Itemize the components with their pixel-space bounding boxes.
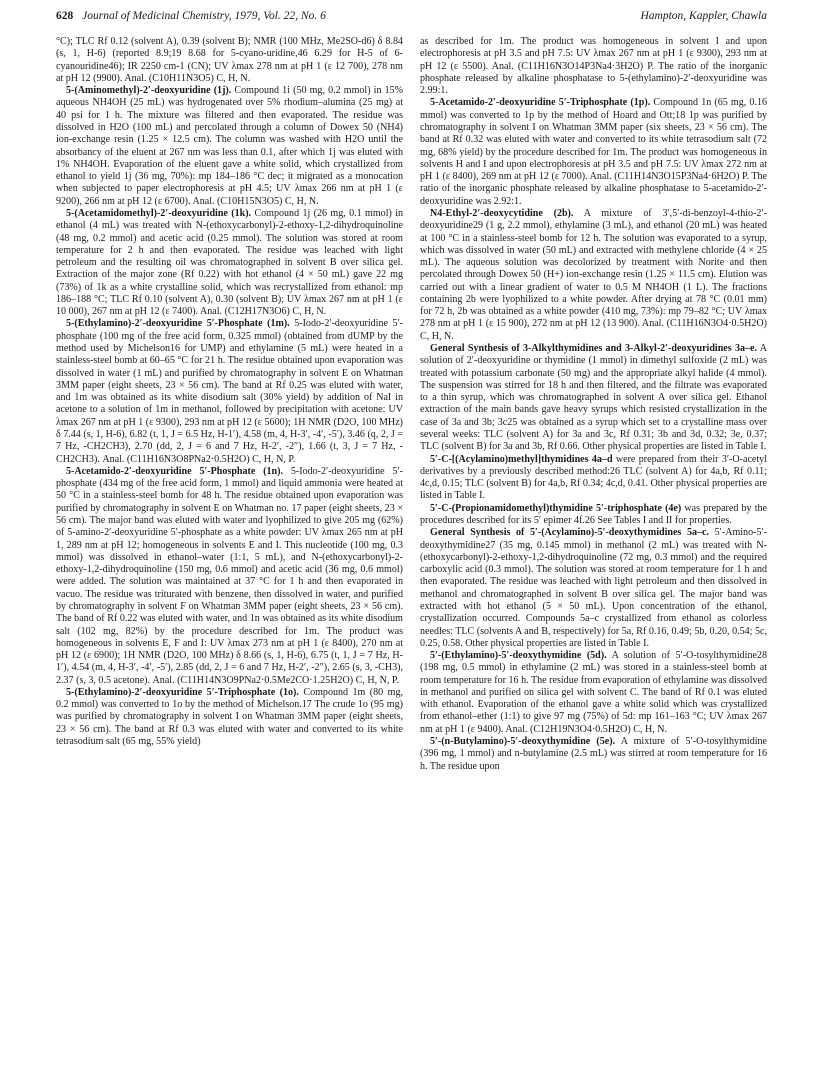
paragraph <box>56 318 403 465</box>
paragraph <box>420 343 767 454</box>
paragraph-text: Compound 1j (26 mg, 0.1 mmol) in ethanol (4 mL) was treated with N-(ethoxycarbonyl)-2-ethoxy-1,2-dihydroquinoline (48 mg, 0.2 mmol) and acetic acid (0.25 mmol). The solution was stored at room temperature for 2 h and then evaporated. The residue was leached with light petroleum and the resulting oil was chromatographed in solvent B over silica gel. Extraction of the major zone (Rf 0.22) with hot ethanol (4 × 50 mL) gave 22 mg (73%) of 1k as a white crystalline solid, which was recrystallized from ethanol: mp 186–188 °C; TLC Rf 0.10 (solvent A), 0.30 (solvent B); UV λmax 267 nm at pH 1 (ε 10 000), 267 nm at pH 12 (ε 7400). Anal. (C12H17N3O6) C, H, N. <box>56 207 404 318</box>
paragraph-text: were prepared from their 3′-O-acetyl derivatives by a previously described method:26 TLC (solvent A) for 4a,b, Rf 0.11; 4c,d, 0.15; TLC (solvent B) for 4a,b, Rf 0.34; 4c,d, 0.41. Other physical properties are listed in Table I. <box>420 453 767 502</box>
paragraph-heading: 5′-(n-Butylamino)-5′-deoxythymidine (5e). <box>430 736 616 748</box>
paragraph-heading: 5-Acetamido-2′-deoxyuridine 5′-Triphosphate (1p). <box>430 97 651 109</box>
paragraph-text: °C); TLC Rf 0.12 (solvent A), 0.39 (solvent B); NMR (100 MHz, Me2SO-d6) δ 8.84 (s, 1, H-6) (reported 8.9;19 8.68 for 5-cyano-uridine,46 6.29 for H-5 of 6-cyanouridine46); IR 2250 cm-1 (CN); UV λmax 278 nm at pH 1 (ε 12 700), 278 nm at pH 12 (9900). Anal. (C10H11N3O5) C, H, N. <box>56 36 403 84</box>
paragraph-text: A mixture of 5′-O-tosylthymidine (396 mg, 1 mmol) and n-butylamine (2.5 mL) was stirred at room temperature for 16 h. The residue upon <box>420 736 767 772</box>
paragraph-heading: 5-(Ethylamino)-2′-deoxyuridine 5′-Triphosphate (1o). <box>66 686 299 698</box>
running-head-left <box>56 10 326 22</box>
running-head-authors: Hampton, Kappler, Chawla <box>640 10 767 22</box>
paragraph <box>56 466 403 687</box>
paragraph <box>56 687 403 748</box>
page-number: 628 <box>56 10 74 22</box>
left-column <box>56 36 403 748</box>
page-header <box>56 10 767 28</box>
paragraph-heading: 5-(Acetamidomethyl)-2′-deoxyuridine (1k). <box>66 207 252 219</box>
paragraph-text: 5′-Amino-5′-deoxythymidine27 (35 mg, 0.145 mmol) in methanol (2 mL) was treated with N-(ethoxycarbonyl)-2-ethoxy-1,2-dihydroquinoline (72 mg, 0.3 mmol) and the required carboxylic acid (0.3 mmol). The solution was stored at room temperature for 1 h and then evaporated. The residue was leached with light petroleum and then dissolved in methanol and chromatographed in solvent B over silica gel. The major band was extracted with hot ethanol (5 × 50 mL). Upon concentration of the ethanol, crystallization occurred. Compounds 5a–c crystallized from ethanol as colorless needles: TLC (solvents A and B, respectively) for 5a, Rf 0.16, 0.49; 5b, 0.20, 0.54; 5c, 0.25, 0.58. Other physical properties are listed in Table I. <box>420 527 768 649</box>
paragraph-text: 5-Iodo-2′-deoxyuridine 5′-phosphate (100 mg of the free acid form, 0.325 mmol) (obtained from dUMP by the method used by Michelson16 for UMP) and ethylamine (5 mL) were heated in a stainless-steel bomb at 60–65 °C for 21 h. The residue obtained upon evaporation was dissolved in water (1 mL) and purified by chromatography in solvent E on Whatman 3MM paper (eight sheets, 23 × 56 cm). The band at Rf 0.25 was eluted with water, and 1m was obtained as its white disodium salt (30% yield) by addition of NaI in acetone to a solution of 1m in methanol, followed by precipitation with acetone: UV λmax 267 nm at pH 1 (ε 9300), 293 nm at pH 12 (ε 5600); 1H NMR (D2O, 100 MHz) δ 7.44 (s, 1, H-6), 6.82 (t, 1, J = 6.5 Hz, H-1′), 4.58 (m, 4, H-3′, -4′, -5′), 3.46 (q, 2, J = 7 Hz, -CH2CH3), 2.70 (dd, 2, J = 6 and 7 Hz, H-2′, -2″), 1.66 (t, 3, J = 7 Hz, -CH2CH3). Anal. (C11H16N3O8PNa2·0.5H2O) C, H, N, P. <box>56 318 404 465</box>
paragraph-heading: General Synthesis of 3-Alkylthymidines and 3-Alkyl-2′-deoxyuridines 3a–e. <box>430 343 757 355</box>
paragraph <box>420 503 767 528</box>
paragraph-heading: 5-Acetamido-2′-deoxyuridine 5′-Phosphate (1n). <box>66 465 283 477</box>
paragraph <box>56 36 403 85</box>
paragraph <box>420 208 767 343</box>
paragraph-text: Compound 1m (80 mg, 0.2 mmol) was converted to 1o by the method of Michelson.17 The crude 1o (95 mg) was purified by chromatography in solvent I on Whatman 3MM paper (eight sheets, 23 × 56 cm). The band at Rf 0.3 was eluted with water and converted to its white tetrasodium salt (65 mg, 55% yield) <box>56 686 404 748</box>
paragraph-text: 5-Iodo-2′-deoxyuridine 5′-phosphate (434 mg of the free acid form, 1 mmol) and liquid ammonia were heated at 50 °C in a stainless-steel bomb for 48 h. The residue obtained upon evaporation was purified by chromatography in solvent E on Whatman no. 17 paper (eight sheets, 23 × 56 cm). The major band was eluted with water and lyophilized to give 205 mg (62%) of 5-amino-2′-deoxyuridine 5′-phosphate as a white powder: UV λmax 265 nm at pH 1, 289 nm at pH 12; homogeneous in solvents E and I. This nucleotide (100 mg, 0.3 mmol) was dissolved in ethanol–water (1:1, 5 mL), and N-(ethoxycarbonyl)-2-ethoxy-1,2-dihydroquinoline (150 mg, 0.6 mmol) and acetic acid (36 mg, 0.6 mmol) were added. The solution was maintained at 37 °C for 1 h and then evaporated in vacuo. The residue was triturated with benzene, then dissolved in water, and purified by chromatography in solvent F on Whatman 3MM paper (eight sheets, 23 × 56 cm). The band of Rf 0.22 was eluted with water, and 1n was obtained as its white disodium salt (102 mg, 82%) by the procedure described for 1m. The product was homogeneous in solvents E, F and I: UV λmax 273 nm at pH 1 (ε 8400), 270 nm at pH 12 (ε 6900); 1H NMR (D2O, 100 MHz) δ 8.66 (s, 1, H-6), 6.75 (t, 1, J = 7 Hz, H-1′), 4.54 (m, 4, H-3′, -4′, -5′), 2.85 (dd, 2, J = 6 and 7 Hz, H-2′, -2″), 2.65 (s, 3, -CH3), 2.37 (s, 3, 0.5 acetone). Anal. (C11H14N3O9PNa2·0.5Me2CO·1.25H2O) C, H, N, P. <box>56 465 403 686</box>
paragraph-heading: 5′-C-(Propionamidomethyl)thymidine 5′-triphosphate (4e) <box>430 502 682 514</box>
paragraph <box>56 85 403 208</box>
paragraph-text: was prepared by the procedures described for its 5′ epimer 4f.26 See Tables I and II for properties. <box>420 502 768 526</box>
paragraph <box>56 208 403 319</box>
paragraph-text: A mixture of 3′,5′-di-benzoyl-4-thio-2′-deoxyuridine29 (1 g, 2.2 mmol), ethylamine (3 mL), and ethanol (20 mL) was heated at 100 °C in a stainless-steel bomb for 12 h. The solution was evaporated to a syrup, which was dissolved in water (50 mL) and extracted with methylene chloride (4 × 25 mL). The aqueous solution was decolorized by treatment with Norite and then percolated through Dowex 50 (H+) ion-exchange resin (1.25 × 11.5 cm). Elution was carried out with a linear gradient of water to 0.5 M NH4OH (1 L). The fractions containing 2b were lyophilized to a white powder. After drying at 78 °C (0.01 mm) for 72 h, 2b was obtained as a white powder (410 mg, 73%): mp 79–82 °C; UV λmax 278 nm at pH 1 (ε 15 900), 272 nm at pH 12 (13 900). Anal. (C11H16N3O4·0.5H2O) C, H, N. <box>420 207 767 342</box>
paragraph-heading: 5′-C-[(Acylamino)methyl]thymidines 4a–d <box>430 453 613 465</box>
paragraph-text: A solution of 2′-deoxyuridine or thymidine (1 mmol) in dimethyl sulfoxide (2 mL) was treated with potassium carbonate (50 mg) and the appropriate alkyl halide (4 mmol). The suspension was stirred for 18 h and then filtered, and the filtrate was evaporated to a thin syrup, which was chromatographed in solvent A over silica gel. Ethanol extraction of the main bands gave heavy syrups which resisted crystallization in the case of 3a and 3b; 3c25 was obtained as a syrup which set to a crystalline mass over several weeks: TLC (solvent A) for 3a and 3c, Rf 0.31; 3b and 3d, 0.32; 3e, 0.37; TLC (solvent B) for 3a and 3b, Rf 0.66. Other physical properties are listed in Table I. <box>420 343 767 453</box>
paragraph-text: A solution of 5′-O-tosylthymidine28 (198 mg, 0.5 mmol) in ethylamine (2 mL) was stored in a stainless-steel bomb at room temperature for 16 h. The residue from evaporation of ethylamine was dissolved in methanol and purified on silica gel with solvent C. The band of Rf 0.1 was eluted with ethanol. Evaporation of the ethanol gave a white solid which was crystallized from ethanol–ether (1:1) to give 97 mg (75%) of 5d: mp 161–163 °C; UV λmax 267 nm at pH 1 (ε 9400). Anal. (C12H19N3O4·0.5H2O) C, H, N. <box>420 650 767 735</box>
paragraph <box>420 97 767 208</box>
paragraph <box>420 527 767 650</box>
paragraph-heading: 5′-(Ethylamino)-5′-deoxythymidine (5d). <box>430 650 607 662</box>
paragraph-heading: 5-(Ethylamino)-2′-deoxyuridine 5′-Phosphate (1m). <box>66 318 290 330</box>
paragraph-text: Compound 1i (50 mg, 0.2 mmol) in 15% aqueous NH4OH (25 mL) was hydrogenated over 5% rhodium–alumina (25 mg) at 40 psi for 1 h. The mixture was filtered and then evaporated. The residue was dissolved in H2O (100 mL) and percolated through a column of Dowex 50 (NH4) ion-exchange resin (1.25 × 12.5 cm). The column was washed with H2O until the absorbancy of the eluent at 267 nm was less than 0.1, after which 1j was eluted with 1% NH4OH. Evaporation of the eluent gave a white solid, which crystallized from ethanol to yield 1j (36 mg, 70%): mp 184–186 °C dec; it migrated as a monocation when subjected to paper electrophoresis at pH 4.5; UV λmax 266 nm at pH 1 (ε 9200), 266 nm at pH 12 (ε 6700). Anal. (C10H15N3O5) C, H, N. <box>56 85 403 207</box>
journal-citation: Journal of Medicinal Chemistry, 1979, Vol. 22, No. 6 <box>82 10 326 22</box>
paragraph-heading: General Synthesis of 5′-(Acylamino)-5′-deoxythymidines 5a–c. <box>430 527 709 539</box>
paragraph <box>420 736 767 773</box>
paragraph-heading: N4-Ethyl-2′-deoxycytidine (2b). <box>430 207 574 219</box>
paragraph-heading: 5-(Aminomethyl)-2′-deoxyuridine (1j). <box>66 85 232 97</box>
paragraph <box>420 454 767 503</box>
paragraph-text: as described for 1m. The product was homogeneous in solvent I and upon electrophoresis at pH 3.5 and pH 7.5: UV λmax 267 nm at pH 1 (ε 9300), 293 nm at pH 12 (ε 5500). Anal. (C11H16N3O14P3Na4·3H2O) P. The ratio of the inorganic phosphate released by alkaline phosphatase to 5-(ethylamino)-2′-deoxyuridine was 2.99:1. <box>420 36 767 97</box>
paragraph <box>420 36 767 97</box>
paragraph-text: Compound 1n (65 mg, 0.16 mmol) was converted to 1p by the method of Hoard and Ott;18 1p was purified by chromatography in solvent I on Whatman 3MM paper (six sheets, 23 × 56 cm). The band at Rf 0.32 was eluted with water and converted to its white tetrasodium salt (72 mg, 68% yield) by the procedure described for 1m. The product was homogeneous in solvents H and I and upon electrophoresis at pH 3.5 and pH 7.5: UV λmax 272 nm at pH 1 (ε 8400), 269 nm at pH 12 (ε 7000). Anal. (C11H14N3O15P3Na4·6H2O) P. The ratio of the inorganic phosphate released by alkaline phosphatase to 5-acetamido-2′-deoxyuridine was 2.92:1. <box>420 97 768 207</box>
paragraph <box>420 650 767 736</box>
right-column <box>420 36 767 773</box>
